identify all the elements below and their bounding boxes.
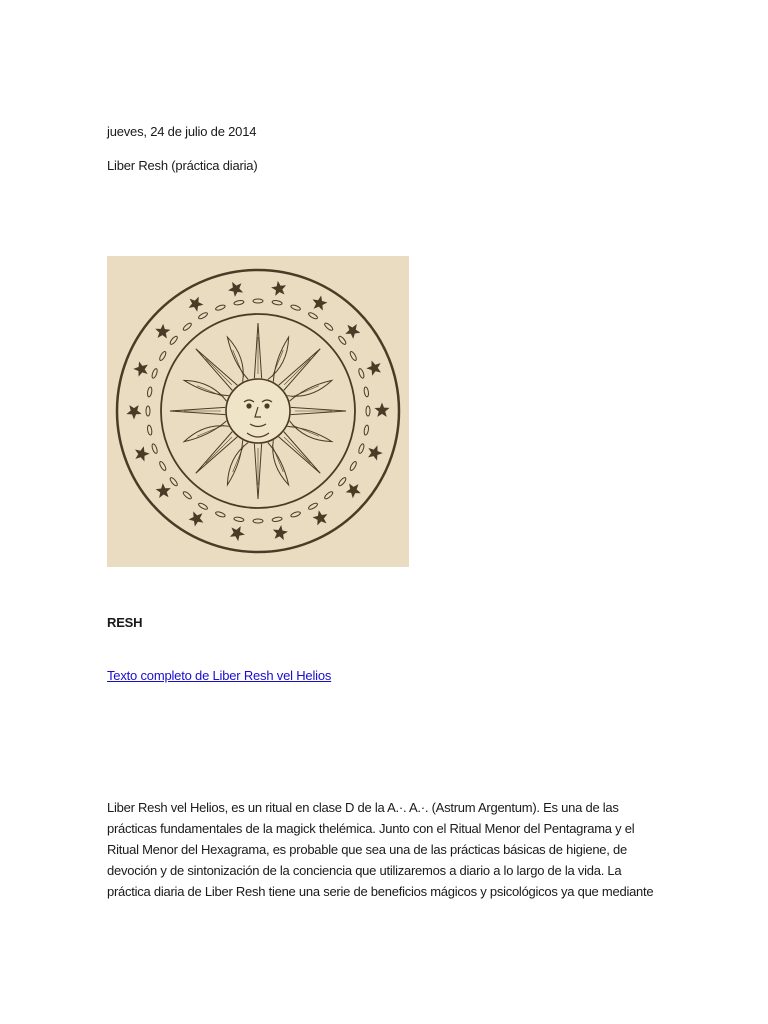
wheat-grain <box>363 425 369 436</box>
sun-ray <box>184 380 229 401</box>
wheat-grain <box>215 304 226 311</box>
body-line: devoción y de sintonización de la conciencia que utilizaremos a diario a lo largo de la vida. La <box>107 863 622 878</box>
wheat-grain <box>169 477 178 487</box>
wheat-grain <box>290 511 301 518</box>
wheat-grain <box>169 335 178 345</box>
wheat-grain <box>151 443 158 454</box>
wheat-grain <box>358 443 365 454</box>
wheat-grain <box>215 511 226 518</box>
star-icon <box>313 510 328 525</box>
sun-ray-hatch <box>206 437 232 463</box>
star-icon <box>374 402 389 416</box>
sun-ray-hatch <box>284 437 310 463</box>
wheat-grain <box>147 425 153 436</box>
wheat-grain <box>182 322 192 331</box>
wheat-grain <box>338 335 347 345</box>
wheat-grain <box>182 491 192 500</box>
star-icon <box>126 405 141 419</box>
wheat-grain <box>308 312 319 320</box>
sun-engraving-icon <box>107 256 409 567</box>
wheat-grain <box>198 312 209 320</box>
wheat-grain <box>366 406 370 416</box>
body-paragraph <box>107 797 667 902</box>
wheat-grain <box>253 299 263 303</box>
body-line: Liber Resh vel Helios, es un ritual en clase D de la A.·. A.·. (Astrum Argentum). Es una de las <box>107 800 619 815</box>
wheat-grain <box>234 300 245 306</box>
body-line: prácticas fundamentales de la magick thelémica. Junto con el Ritual Menor del Pentagrama y el <box>107 821 635 836</box>
sun-ray <box>227 337 248 382</box>
wheat-grain <box>146 406 150 416</box>
star-icon <box>345 324 360 339</box>
wheat-grain <box>349 351 357 362</box>
star-icon <box>133 361 148 376</box>
post-date: jueves, 24 de julio de 2014 <box>107 124 257 139</box>
star-icon <box>230 526 245 541</box>
wheat-grain <box>363 387 369 398</box>
wheat-grain <box>338 477 347 487</box>
wheat-grain <box>358 368 365 379</box>
wheat-grain <box>159 461 167 472</box>
section-heading: RESH <box>107 615 143 630</box>
star-icon <box>228 282 243 297</box>
sun-ray <box>287 380 332 401</box>
wheat-grain <box>324 491 334 500</box>
star-icon <box>273 525 288 540</box>
body-line: práctica diaria de Liber Resh tiene una serie de beneficios mágicos y psicológicos ya que mediante <box>107 884 654 899</box>
sun-ray-hatch <box>284 359 310 385</box>
sun-ray <box>268 440 289 485</box>
star-icon <box>189 297 204 312</box>
star-icon <box>368 445 383 460</box>
wheat-grain <box>159 351 167 362</box>
star-icon <box>156 483 171 498</box>
star-icon <box>366 361 381 376</box>
star-icon <box>346 484 361 499</box>
wheat-grain <box>151 368 158 379</box>
full-text-link[interactable]: Texto completo de Liber Resh vel Helios <box>107 668 332 683</box>
wheat-grain <box>272 516 283 522</box>
sun-ray-hatch <box>206 359 232 385</box>
wheat-grain <box>308 502 319 510</box>
star-icon <box>313 296 328 311</box>
sun-disc <box>226 379 290 443</box>
star-icon <box>189 511 204 526</box>
wheat-grain <box>198 502 209 510</box>
star-icon <box>135 446 150 461</box>
wheat-grain <box>234 516 245 522</box>
post-title: Liber Resh (práctica diaria) <box>107 158 258 173</box>
wheat-grain <box>290 304 301 311</box>
wheat-grain <box>147 387 153 398</box>
body-line: Ritual Menor del Hexagrama, es probable que sea una de las prácticas básicas de higiene, de <box>107 842 627 857</box>
star-icon <box>271 281 286 296</box>
sun-ray <box>268 337 289 382</box>
wheat-grain <box>253 519 263 523</box>
star-icon <box>155 324 170 339</box>
sun-ray <box>287 421 332 442</box>
sun-engraving-image <box>107 256 409 567</box>
wheat-grain <box>272 300 283 306</box>
wheat-grain <box>324 322 334 331</box>
sun-ray <box>227 440 248 485</box>
wheat-grain <box>349 461 357 472</box>
sun-ray <box>184 421 229 442</box>
